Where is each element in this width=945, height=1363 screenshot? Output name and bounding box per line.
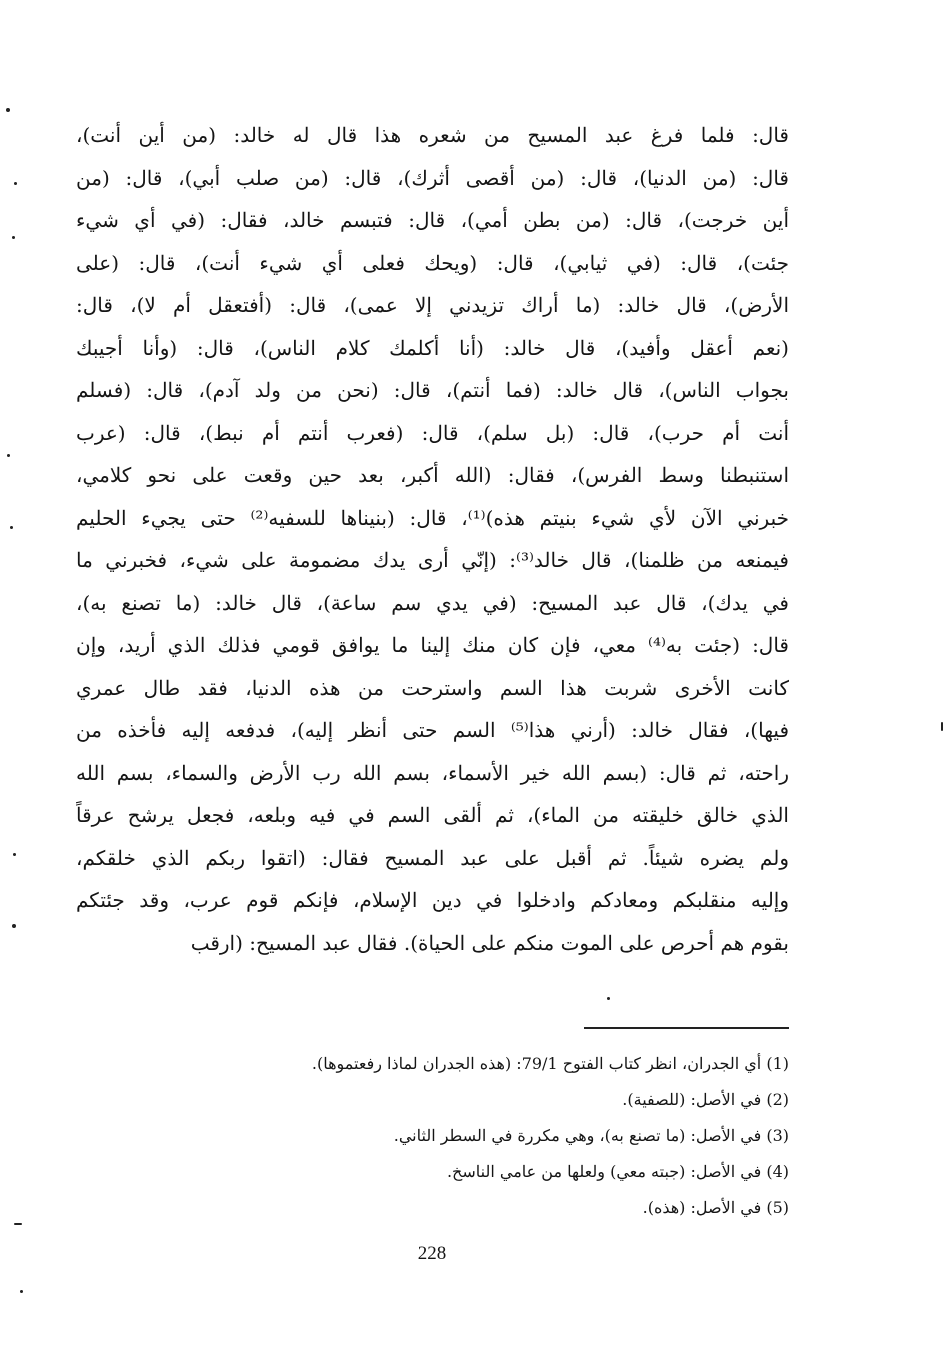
footnote-separator — [584, 1027, 789, 1029]
body-line: في يدك)، قال عبد المسيح: (في يدي سم ساعة)، قال خالد: (ما تصنع به)، — [76, 590, 789, 615]
footnote: (5) في الأصل: (هذه). — [642, 1198, 789, 1217]
body-line: بجواب الناس)، قال خالد: (فما أنتم)، قال: (نحن من ولد آدم)، قال: (فسلم — [76, 378, 789, 402]
page-number: 228 — [417, 1243, 447, 1264]
body-line: قال: (من الدنيا)، قال: (من أقصى أثرك)، قال: (من صلب أبي)، قال: (من — [76, 165, 789, 190]
scan-speck — [941, 722, 943, 731]
body-line: فيها)، فقال خالد: (أرني هذا⁽⁵⁾ السم حتى أنظر إليه)، فدفعه إليه فأخذه من — [76, 718, 789, 742]
body-line: جئت)، قال: (في ثيابي)، قال: (ويحك فعلى أي شيء أنت)، قال: (على — [76, 250, 789, 275]
body-text — [76, 114, 789, 964]
body-line: أين خرجت)، قال: (من بطن أمي)، قال: فتبسم خالد، فقال: (في أي شيء — [76, 208, 789, 232]
body-line: خبرني الآن لأي شيء بنيتم هذه)⁽¹⁾، قال: (بنيناها للسفيه⁽²⁾ حتى يجيء الحليم — [76, 505, 789, 530]
scan-speck — [7, 454, 10, 457]
body-line: فيمنعه من ظلمنا)، قال خالد⁽³⁾: (إنّي أرى يدك مضمومة على شيء، فخبرني ما — [76, 548, 789, 572]
body-line: الذي خالق خليقته من الماء)، ثم ألقى السم في فيه وبلعه، فجعل يرشح عرقاً — [76, 803, 789, 827]
body-line: قال: (جئت به⁽⁴⁾ معي، فإن كان منك إلينا ما يوافق قومي فذلك الذي أريد، وإن — [76, 633, 789, 657]
body-line: الأرض)، قال خالد: (ما أراك تزيدني إلا عمى)، قال: (أفتعقل أم لا)، قال: — [76, 293, 789, 317]
footnotes — [76, 1046, 789, 1226]
scan-speck — [12, 236, 15, 239]
scan-speck — [12, 924, 16, 928]
scan-speck — [13, 853, 16, 856]
body-line: استنبطنا وسط الفرس)، فقال: (الله أكبر، بعد حين وقعت على نحو كلامي، — [76, 463, 789, 487]
scan-speck — [6, 108, 10, 112]
scan-speck — [14, 182, 17, 185]
body-line: قال: فلما فرغ عبد المسيح من شعره هذا قال له خالد: (من أين أنت)، — [76, 123, 789, 147]
footnote: (1) أي الجدران، انظر كتاب الفتوح 79/1: (هذه الجدران لماذا رفعتموها). — [311, 1054, 789, 1073]
footnote: (4) في الأصل: (جبته معي) ولعلها من عامي الناسخ. — [446, 1162, 789, 1181]
scan-speck — [607, 997, 610, 1000]
body-line: بقوم هم أحرص على الموت منكم على الحياة). فقال عبد المسيح: (ارقب — [190, 930, 789, 955]
body-line: أنت أم حرب)، قال: (بل سلم)، قال: (فعرب أنتم أم نبط)، قال: (عرب — [76, 420, 789, 445]
scan-speck — [10, 526, 13, 529]
footnote: (3) في الأصل: (ما تصنع به)، وهي مكررة في السطر الثاني. — [393, 1126, 789, 1145]
scan-speck — [20, 1290, 23, 1293]
body-line: كانت الأخرى شربت هذا السم واسترحت من هذه الدنيا، فقد طال عمري — [76, 675, 789, 700]
body-line: ولم يضره شيئاً. ثم أقبل على عبد المسيح فقال: (اتقوا ربكم الذي خلقكم، — [76, 845, 789, 870]
body-line: راحته، ثم قال: (بسم الله خير الأسماء، بسم الله رب الأرض والسماء، بسم الله — [76, 760, 789, 785]
body-line: (نعم أعقل وأفيد)، قال خالد: (أنا أكلمك كلام الناس)، قال: (وأنا أجيبك — [76, 335, 789, 360]
footnote: (2) في الأصل: (للصفية). — [622, 1090, 789, 1109]
scan-speck — [14, 1223, 22, 1225]
body-line: وإليه منقلبكم ومعادكم وادخلوا في دين الإسلام، فإنكم قوم عرب، وقد جئتكم — [76, 888, 789, 912]
